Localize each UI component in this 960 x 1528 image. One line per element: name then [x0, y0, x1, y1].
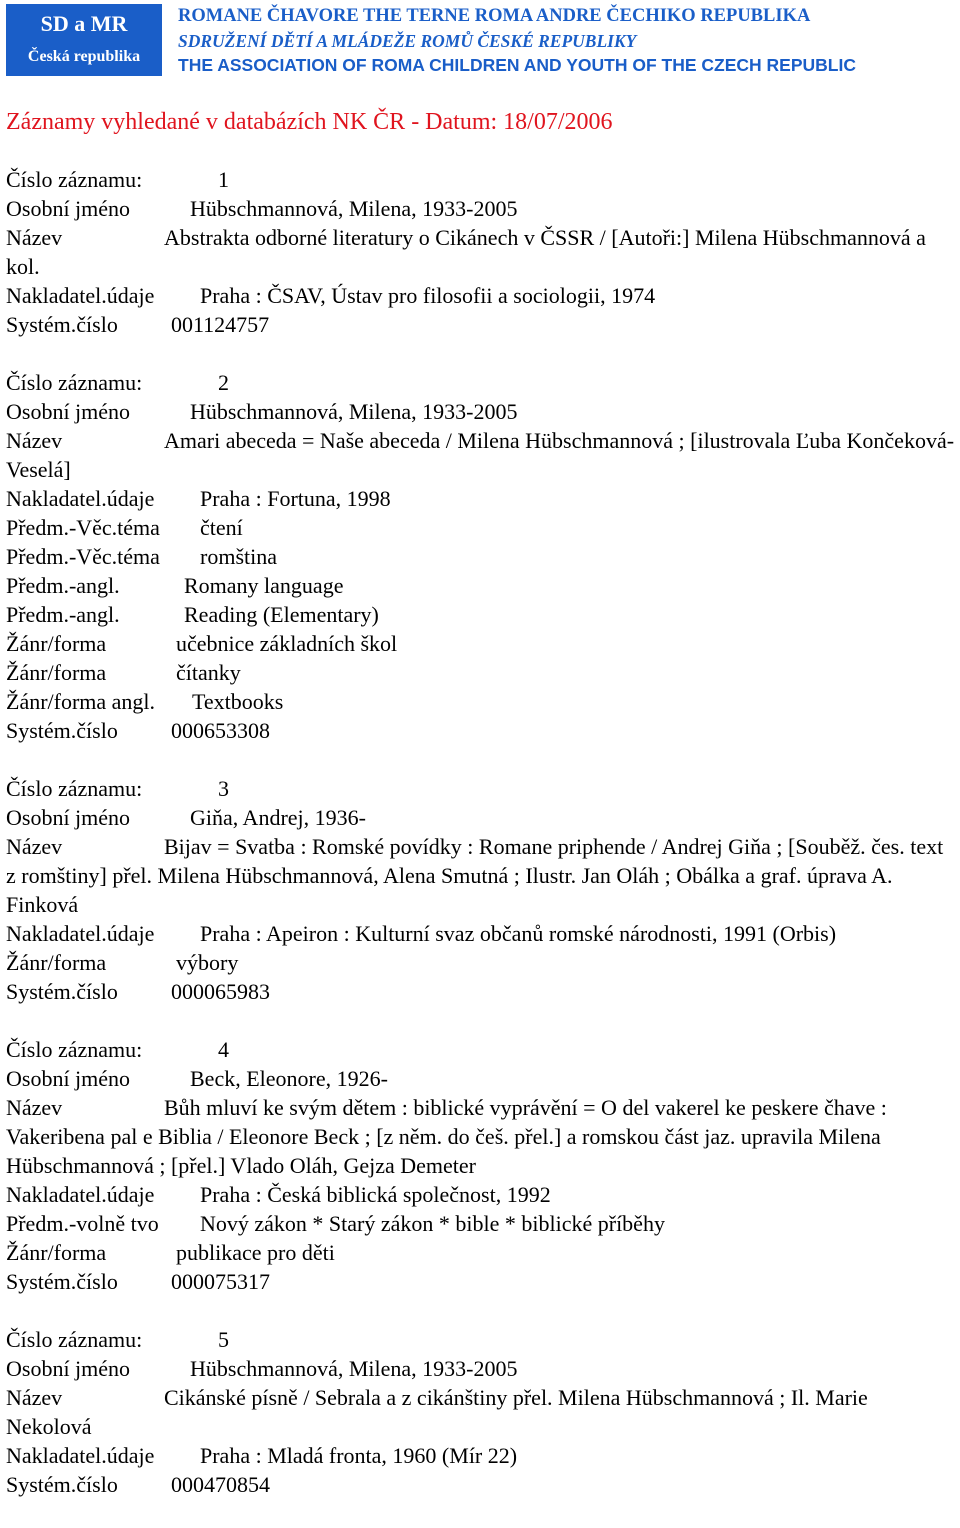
- record-3: [6, 774, 956, 1006]
- header-romani-name: ROMANE ČHAVORE THE TERNE ROMA ANDRE ČECHIKO REPUBLIKA: [178, 6, 811, 26]
- publisher-label: Nakladatel.údaje: [6, 921, 155, 946]
- publisher-label: Nakladatel.údaje: [6, 1182, 155, 1207]
- subject-value: romština: [200, 544, 277, 569]
- records-list: [6, 165, 956, 1528]
- record-number-label: Číslo záznamu:: [6, 167, 143, 192]
- genre-label: Žánr/forma: [6, 1240, 107, 1265]
- system-number-label: Systém.číslo: [6, 1472, 118, 1497]
- subject-english-value: Reading (Elementary): [184, 602, 379, 627]
- publisher: Praha : Česká biblická společnost, 1992: [200, 1182, 551, 1207]
- genre-label: Žánr/forma: [6, 631, 107, 656]
- page-title: Záznamy vyhledané v databázích NK ČR - Datum: 18/07/2006: [6, 109, 613, 135]
- record-number-label: Číslo záznamu:: [6, 1037, 143, 1062]
- record-title: Amari abeceda = Naše abeceda / Milena Hübschmannová ; [ilustrovala Ľuba Končeková-Veselá]: [6, 428, 955, 482]
- organization-logo: [6, 4, 162, 76]
- title-label: Název: [6, 428, 63, 453]
- system-number: 000065983: [171, 979, 270, 1004]
- header-english-name: THE ASSOCIATION OF ROMA CHILDREN AND YOUTH OF THE CZECH REPUBLIC: [178, 55, 856, 75]
- personal-name: Giňa, Andrej, 1936-: [190, 805, 366, 830]
- system-number-label: Systém.číslo: [6, 979, 118, 1004]
- genre-label: Žánr/forma: [6, 950, 107, 975]
- publisher-label: Nakladatel.údaje: [6, 1443, 155, 1468]
- record-number: 3: [218, 776, 229, 801]
- system-number: 000075317: [171, 1269, 270, 1294]
- record-number: 5: [218, 1327, 229, 1352]
- record-title: Bůh mluví ke svým dětem : biblické vyprávění = O del vakerel ke peskere čhave : Vakeribena pal e Biblia / Eleonore Beck ; [z něm. do češ. přel.] a romskou část jaz. upravila Milena Hübschmannová ; [přel.] Vlado Oláh, Gejza Demeter: [6, 1095, 887, 1178]
- genre-english-label: Žánr/forma angl.: [6, 689, 156, 714]
- record-number: 2: [218, 370, 229, 395]
- title-label: Název: [6, 1095, 63, 1120]
- subject-english-label: Předm.-angl.: [6, 602, 120, 627]
- personal-name: Hübschmannová, Milena, 1933-2005: [190, 196, 518, 221]
- personal-name: Beck, Eleonore, 1926-: [190, 1066, 388, 1091]
- system-number-label: Systém.číslo: [6, 1269, 118, 1294]
- system-number-label: Systém.číslo: [6, 718, 118, 743]
- personal-name: Hübschmannová, Milena, 1933-2005: [190, 399, 518, 424]
- system-number: 000653308: [171, 718, 270, 743]
- record-number-label: Číslo záznamu:: [6, 1327, 143, 1352]
- personal-name-label: Osobní jméno: [6, 1356, 131, 1381]
- record-title: Bijav = Svatba : Romské povídky : Romane priphende / Andrej Giňa ; [Souběž. čes. text z romštiny] přel. Milena Hübschmannová, Alena Smutná ; Ilustr. Jan Oláh ; Obálka a graf. úprava A. Finková: [6, 834, 944, 917]
- system-number: 000470854: [171, 1472, 270, 1497]
- publisher-label: Nakladatel.údaje: [6, 486, 155, 511]
- personal-name-label: Osobní jméno: [6, 196, 131, 221]
- record-number: 4: [218, 1037, 229, 1062]
- record-2: [6, 368, 956, 745]
- subject-value: čtení: [200, 515, 243, 540]
- logo-acronym: SD a MR: [40, 11, 128, 36]
- subject-free-label: Předm.-volně tvo: [6, 1211, 159, 1236]
- genre-label: Žánr/forma: [6, 660, 107, 685]
- genre-value: výbory: [176, 950, 239, 975]
- publisher: Praha : Mladá fronta, 1960 (Mír 22): [200, 1443, 518, 1468]
- title-label: Název: [6, 834, 63, 859]
- record-title: Abstrakta odborné literatury o Cikánech v ČSSR / [Autoři:] Milena Hübschmannová a kol.: [6, 225, 926, 279]
- record-number-label: Číslo záznamu:: [6, 370, 143, 395]
- record-title: Cikánské písně / Sebrala a z cikánštiny přel. Milena Hübschmannová ; Il. Marie Nekolová: [6, 1385, 868, 1439]
- publisher: Praha : Fortuna, 1998: [200, 486, 391, 511]
- subject-label: Předm.-Věc.téma: [6, 515, 160, 540]
- publisher: Praha : Apeiron : Kulturní svaz občanů romské národnosti, 1991 (Orbis): [200, 921, 837, 946]
- header-czech-name: SDRUŽENÍ DĚTÍ A MLÁDEŽE ROMŮ ČESKÉ REPUBLIKY: [178, 31, 637, 51]
- genre-value: učebnice základních škol: [176, 631, 398, 656]
- genre-value: publikace pro děti: [176, 1240, 335, 1265]
- logo-country: Česká republika: [27, 48, 141, 65]
- personal-name: Hübschmannová, Milena, 1933-2005: [190, 1356, 518, 1381]
- record-number-label: Číslo záznamu:: [6, 776, 143, 801]
- genre-english-value: Textbooks: [192, 689, 284, 714]
- title-label: Název: [6, 1385, 63, 1410]
- subject-english-value: Romany language: [184, 573, 344, 598]
- personal-name-label: Osobní jméno: [6, 805, 131, 830]
- title-label: Název: [6, 225, 63, 250]
- record-number: 1: [218, 167, 229, 192]
- subject-english-label: Předm.-angl.: [6, 573, 120, 598]
- publisher: Praha : ČSAV, Ústav pro filosofii a sociologii, 1974: [200, 283, 656, 308]
- record-4: [6, 1035, 956, 1296]
- record-5: [6, 1325, 956, 1499]
- system-number-label: Systém.číslo: [6, 312, 118, 337]
- personal-name-label: Osobní jméno: [6, 1066, 131, 1091]
- personal-name-label: Osobní jméno: [6, 399, 131, 424]
- system-number: 001124757: [171, 312, 270, 337]
- genre-value: čítanky: [176, 660, 241, 685]
- subject-label: Předm.-Věc.téma: [6, 544, 160, 569]
- record-1: [6, 165, 956, 339]
- subject-free-value: Nový zákon * Starý zákon * bible * biblické příběhy: [200, 1211, 665, 1236]
- publisher-label: Nakladatel.údaje: [6, 283, 155, 308]
